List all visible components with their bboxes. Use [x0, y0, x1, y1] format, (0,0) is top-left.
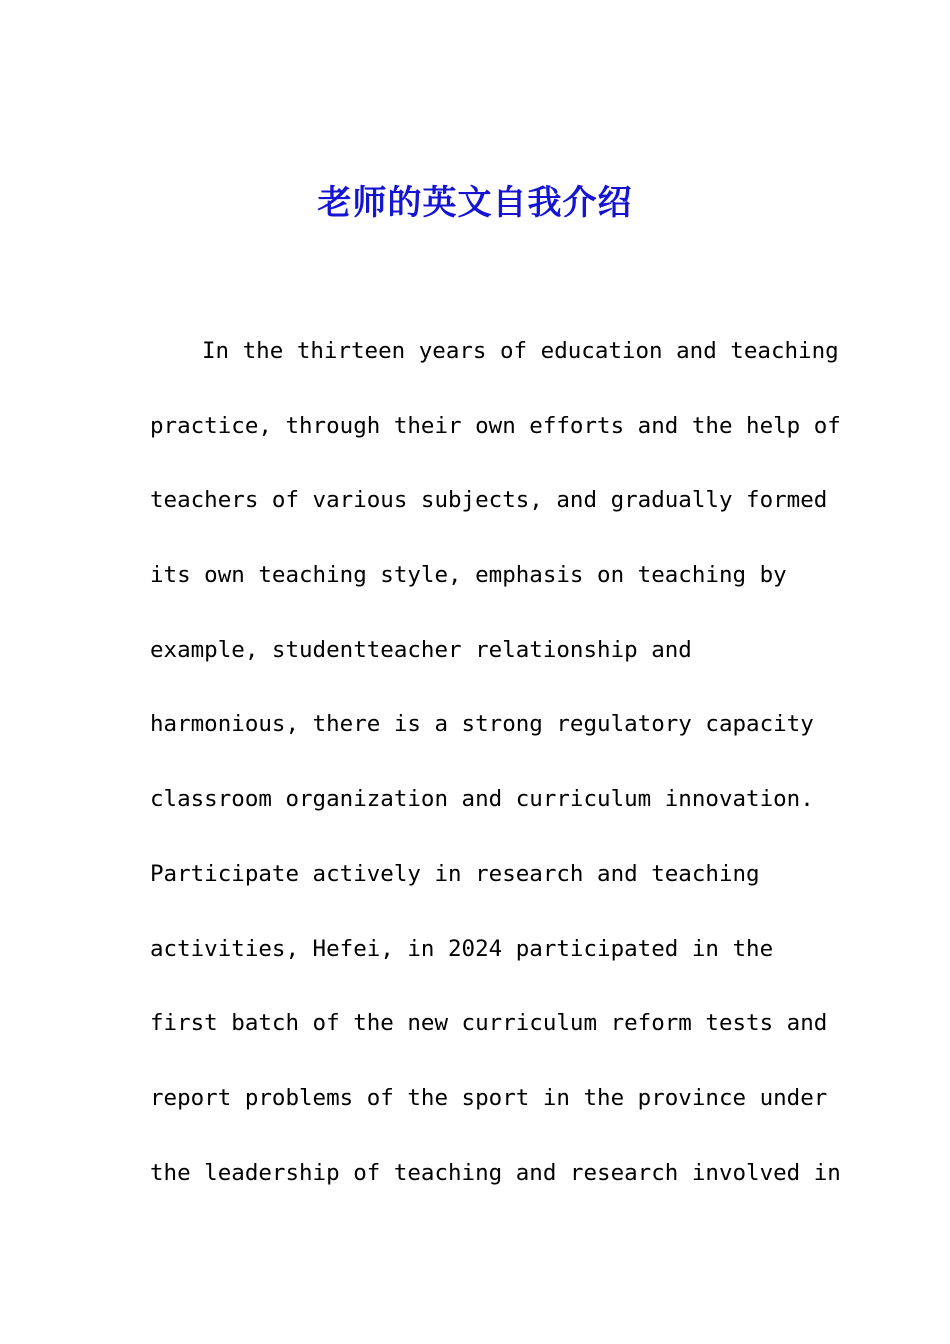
paragraph-line: the leadership of teaching and research involved in	[150, 1159, 841, 1186]
document-title: 老师的英文自我介绍	[317, 183, 633, 223]
paragraph-line: classroom organization and curriculum innovation.	[150, 786, 814, 813]
paragraph-line: first batch of the new curriculum reform tests and	[150, 1010, 828, 1037]
paragraph-line: practice, through their own efforts and the help of	[150, 412, 841, 439]
paragraph-line: teachers of various subjects, and gradually formed	[150, 487, 828, 514]
paragraph-line: harmonious, there is a strong regulatory capacity	[150, 711, 814, 738]
paragraph-line: its own teaching style, emphasis on teaching by	[150, 562, 787, 589]
paragraph-line: example, studentteacher relationship and	[150, 636, 692, 663]
paragraph-line: report problems of the sport in the province under	[150, 1084, 828, 1111]
paragraph-line: In the thirteen years of education and teaching	[202, 338, 839, 364]
paragraph-line: Participate actively in research and teaching	[150, 860, 760, 887]
document-body	[150, 327, 841, 1223]
paragraph-line: activities, Hefei, in 2024 participated in the	[150, 935, 774, 962]
